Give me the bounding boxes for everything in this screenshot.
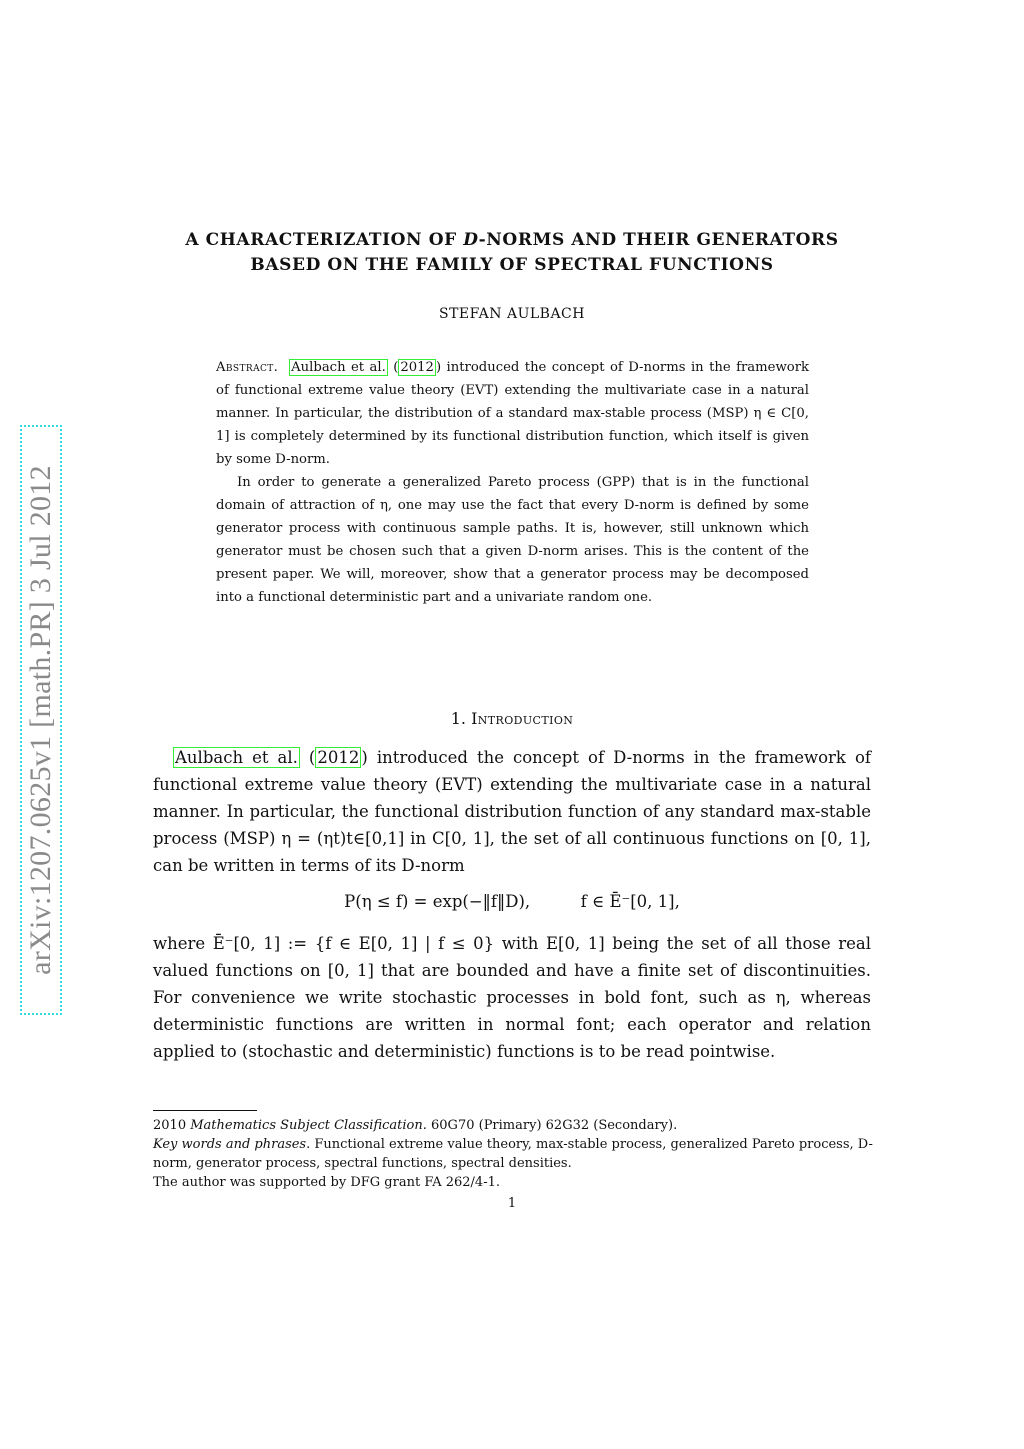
msc-label: Mathematics Subject Classification. [190,1118,427,1133]
equation-left: P(η ≤ f) = exp(−‖f‖D), [344,892,531,911]
intro-citation-link-author[interactable]: Aulbach et al. [175,748,298,767]
msc-year: 2010 [153,1118,187,1133]
page-number: 1 [507,1196,517,1211]
intro-citation-link-year[interactable]: 2012 [317,748,360,767]
citation-link-author[interactable]: Aulbach et al. [291,360,386,375]
title-line-1-italic: D [463,230,479,250]
footnotes [153,1116,873,1192]
title-line-2: BASED ON THE FAMILY OF SPECTRAL FUNCTIONS [250,255,774,275]
abstract-label: Abstract. [216,360,279,375]
intro-paragraph-2-text: where Ē⁻[0, 1] := {f ∈ E[0, 1] | f ≤ 0} with E[0, 1] being the set of all those real valued functions on [0, 1] that are bounded and have a finite set of discontinuities. For convenience we write stochastic processes in bold font, such as η, whereas deterministic functions are written in normal font; each operator and relation applied to (stochastic and deterministic) functions is to be read pointwise. [153,934,871,1061]
display-equation [153,892,871,911]
title-line-1-end: -NORMS AND THEIR GENERATORS [478,230,839,250]
abstract [216,356,809,609]
section-number: 1. [450,709,466,728]
arxiv-stamp[interactable]: arXiv:1207.0625v1 [math.PR] 3 Jul 2012 [24,465,57,975]
section-title: Introduction [471,709,574,728]
footnote-rule [153,1110,257,1111]
intro-paragraph-2 [153,930,871,1065]
footnote-msc [153,1116,873,1135]
section-heading [150,709,874,728]
keywords-value: Functional extreme value theory, max-stable process, generalized Pareto process, D-norm, generator process, spectral functions, spectral densities. [153,1137,873,1171]
abstract-paragraph-1-text: ) introduced the concept of D-norms in the framework of functional extreme value theory (EVT) extending the multivariate case in a natural manner. In particular, the distribution of a standard max-stable process (MSP) η ∈ C[0, 1] is completely determined by its functional distribution function, which itself is given by some D-norm. [216,360,809,467]
title-line-1-start: A CHARACTERIZATION OF [185,230,464,250]
equation-right: f ∈ Ē⁻[0, 1], [580,892,680,911]
intro-paragraph-1-content: Aulbach et al. ( 2012 ) introduced the concept of D-norms in the framework of functional extreme value theory (EVT) extending the multivariate case in a natural manner. In particular, the functional distribution function of any standard max-stable process (MSP) η = (ηt)t∈[0,1] in C[0, 1], the set of all continuous functions on [0, 1], can be written in terms of its D-norm [153,748,871,875]
abstract-paragraph-2: In order to generate a generalized Pareto process (GPP) that is in the functional domain of attraction of η, one may use the fact that every D-norm is defined by some generator process with continuous sample paths. It is, however, still unknown which generator must be chosen such that a given D-norm arises. This is the content of the present paper. We will, moreover, show that a generator process may be decomposed into a functional deterministic part and a univariate random one. [216,475,809,605]
footnote-keywords [153,1135,873,1173]
intro-paragraph-1-text: ) introduced the concept of D-norms in the framework of functional extreme value theory (EVT) extending the multivariate case in a natural manner. In particular, the functional distribution function of any standard max-stable process (MSP) η = (ηt)t∈[0,1] in C[0, 1], the set of all continuous functions on [0, 1], can be written in terms of its D-norm [153,748,871,875]
msc-value: 60G70 (Primary) 62G32 (Secondary). [431,1118,678,1133]
paper-title [150,228,874,278]
keywords-label: Key words and phrases. [153,1137,311,1152]
title-line-1 [150,228,874,253]
intro-paragraph-1 [153,744,871,879]
footnote-support: The author was supported by DFG grant FA 262/4-1. [153,1175,500,1190]
abstract-paragraph-1: Abstract. Aulbach et al. ( 2012 ) introduced the concept of D-norms in the framework of functional extreme value theory (EVT) extending the multivariate case in a natural manner. In particular, the distribution of a standard max-stable process (MSP) η ∈ C[0, 1] is completely determined by its functional distribution function, which itself is given by some D-norm. [216,360,809,467]
citation-link-year[interactable]: 2012 [400,360,434,375]
author-name: STEFAN AULBACH [439,306,585,322]
